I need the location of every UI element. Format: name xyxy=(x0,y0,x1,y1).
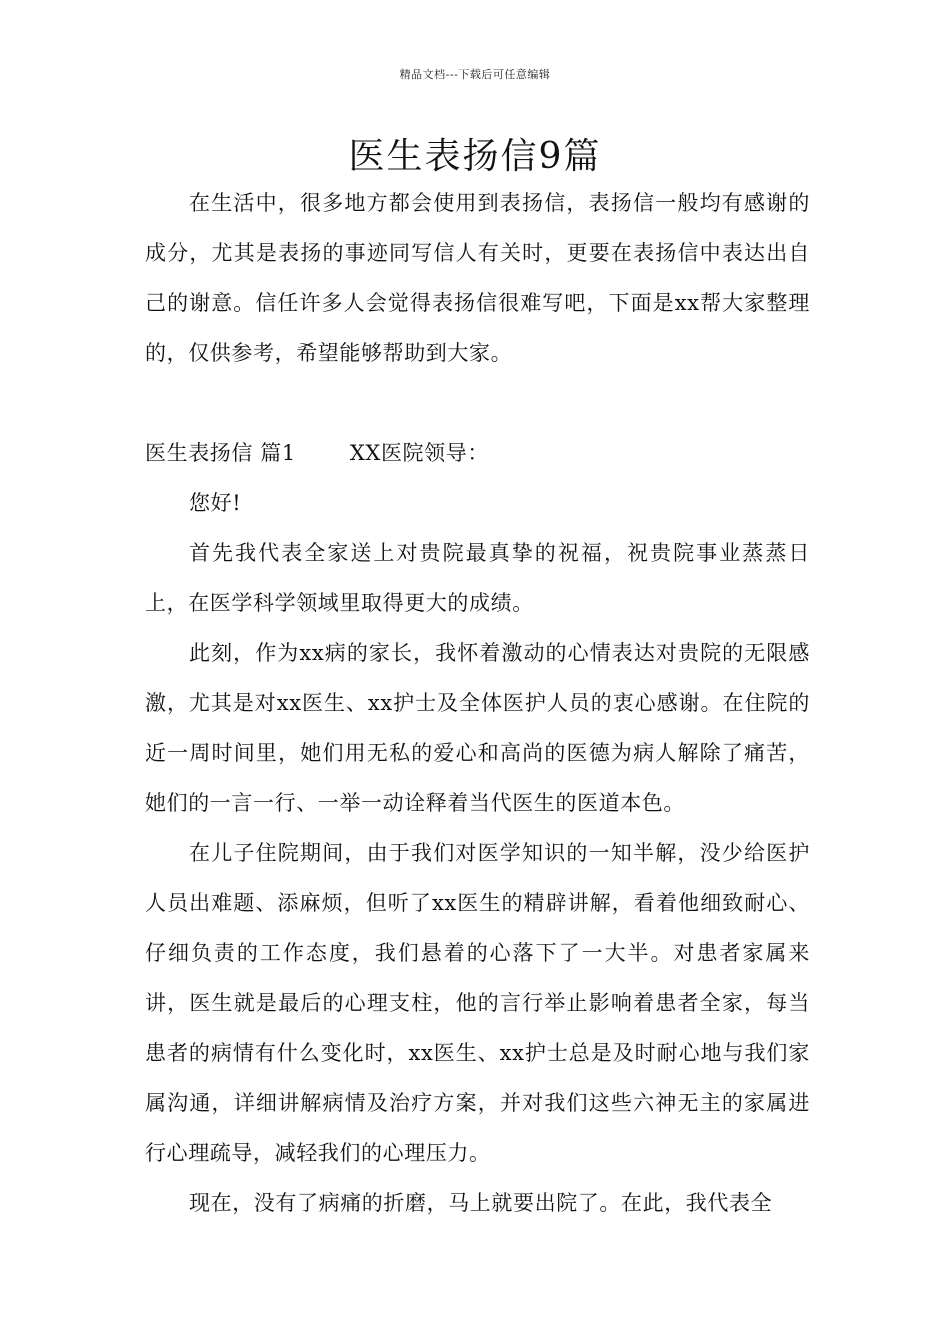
body-paragraph-4: 现在，没有了病痛的折磨，马上就要出院了。在此，我代表全 xyxy=(189,1191,773,1215)
intro-paragraph: 在生活中，很多地方都会使用到表扬信，表扬信一般均有感谢的成分，尤其是表扬的事迹同写信人有关时，更要在表扬信中表达出自己的谢意。信任许多人会觉得表扬信很难写吧，下面是xx帮大家整理的，仅供参考，希望能够帮助到大家。 xyxy=(145,191,810,365)
greeting-paragraph: 您好! xyxy=(189,491,242,515)
section-heading-line xyxy=(145,428,810,478)
document-title: 医生表扬信9篇 xyxy=(348,136,602,177)
document-body xyxy=(145,178,810,1228)
body-paragraph-3: 在儿子住院期间，由于我们对医学知识的一知半解，没少给医护人员出难题、添麻烦，但听了xx医生的精辟讲解，看着他细致耐心、仔细负责的工作态度，我们悬着的心落下了一大半。对患者家属来讲，医生就是最后的心理支柱，他的言行举止影响着患者全家，每当患者的病情有什么变化时，xx医生、xx护士总是及时耐心地与我们家属沟通，详细讲解病情及治疗方案，并对我们这些六神无主的家属进行心理疏导，减轻我们的心理压力。 xyxy=(145,841,810,1165)
section-heading: 医生表扬信 篇1 xyxy=(145,441,296,465)
body-paragraph-1: 首先我代表全家送上对贵院最真挚的祝福，祝贵院事业蒸蒸日上，在医学科学领域里取得更大的成绩。 xyxy=(145,541,810,615)
salutation: XX医院领导： xyxy=(349,441,489,465)
body-paragraph-2: 此刻，作为xx病的家长，我怀着激动的心情表达对贵院的无限感激，尤其是对xx医生、xx护士及全体医护人员的衷心感谢。在住院的近一周时间里，她们用无私的爱心和高尚的医德为病人解除了痛苦，她们的一言一行、一举一动诠释着当代医生的医道本色。 xyxy=(145,641,810,815)
paragraph-spacer xyxy=(145,378,810,428)
header-note: 精品文档---下载后可任意编辑 xyxy=(399,68,551,81)
